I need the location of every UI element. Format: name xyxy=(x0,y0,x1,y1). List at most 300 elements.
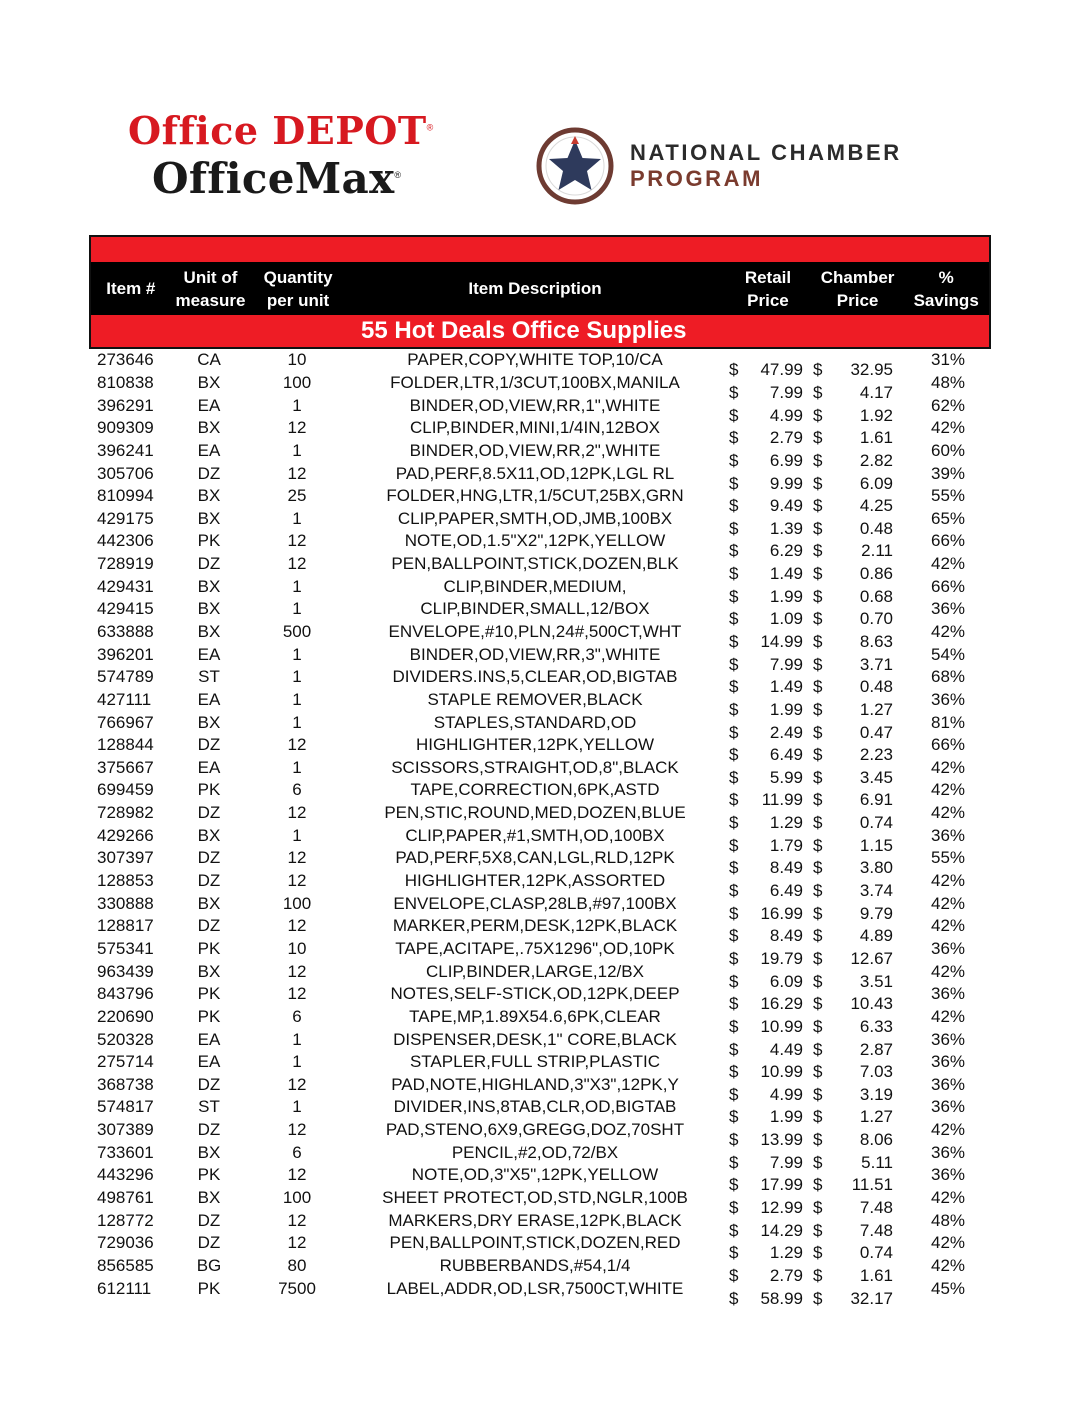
currency-symbol: $ xyxy=(729,835,739,855)
unit-of-measure: PK xyxy=(197,1278,221,1298)
unit-of-measure: DZ xyxy=(197,871,221,891)
retail-price-value: 5.99 xyxy=(769,767,803,787)
table-row xyxy=(89,1051,991,1082)
item-description: STAPLER,FULL STRIP,PLASTIC xyxy=(409,1052,661,1072)
item-description: TAPE,CORRECTION,6PK,ASTD xyxy=(410,780,660,800)
currency-symbol: $ xyxy=(813,699,823,719)
savings-percent: 36% xyxy=(930,1142,966,1162)
retail-price-value: 6.29 xyxy=(769,541,803,561)
savings-percent: 42% xyxy=(930,554,966,574)
header-chamber-price: Chamber Price xyxy=(820,267,895,310)
item-description: TAPE,MP,1.89X54.6,6PK,CLEAR xyxy=(409,1006,661,1026)
item-description: TAPE,ACITAPE,.75X1296",OD,10PK xyxy=(395,938,675,958)
savings-percent: 36% xyxy=(930,825,966,845)
chamber-price-value: 3.80 xyxy=(859,858,893,878)
item-description: PEN,STIC,ROUND,MED,DOZEN,BLUE xyxy=(384,803,686,823)
retail-price-value: 58.99 xyxy=(760,1288,803,1308)
retail-price-value: 9.99 xyxy=(769,473,803,493)
currency-symbol: $ xyxy=(813,541,823,561)
table-row xyxy=(89,440,991,470)
item-number: 733601 xyxy=(97,1142,154,1162)
unit-of-measure: PK xyxy=(197,531,221,551)
chamber-price-value: 7.48 xyxy=(859,1220,893,1240)
item-number: 575341 xyxy=(97,938,154,958)
chamber-price-value: 9.79 xyxy=(859,903,893,923)
item-number: 330888 xyxy=(97,893,154,913)
savings-percent: 36% xyxy=(930,984,966,1004)
quantity-per-unit: 1 xyxy=(292,1029,302,1049)
quantity-per-unit: 12 xyxy=(287,1074,307,1094)
currency-symbol: $ xyxy=(813,518,823,538)
item-number: 766967 xyxy=(97,712,154,732)
top-red-bar xyxy=(89,235,991,262)
item-description: BINDER,OD,VIEW,RR,1",WHITE xyxy=(409,395,661,415)
currency-symbol: $ xyxy=(729,1265,739,1285)
currency-symbol: $ xyxy=(729,382,739,402)
currency-symbol: $ xyxy=(813,1039,823,1059)
savings-percent: 42% xyxy=(930,803,966,823)
table-row xyxy=(89,417,991,448)
retail-price-value: 7.99 xyxy=(769,654,803,674)
savings-percent: 66% xyxy=(930,576,966,596)
chamber-price-value: 2.82 xyxy=(859,450,893,470)
quantity-per-unit: 12 xyxy=(287,735,307,755)
savings-percent: 55% xyxy=(930,848,966,868)
unit-of-measure: BX xyxy=(197,418,221,438)
quantity-per-unit: 1 xyxy=(292,644,302,664)
savings-percent: 39% xyxy=(930,463,966,483)
retail-price-value: 4.49 xyxy=(769,1039,803,1059)
table-row xyxy=(89,779,991,810)
savings-percent: 42% xyxy=(930,1006,966,1026)
quantity-per-unit: 12 xyxy=(287,848,307,868)
unit-of-measure: BX xyxy=(197,576,221,596)
savings-percent: 48% xyxy=(930,1210,966,1230)
table-row xyxy=(89,892,991,923)
table-row xyxy=(89,598,991,629)
currency-symbol: $ xyxy=(813,1175,823,1195)
savings-percent: 60% xyxy=(930,440,966,460)
quantity-per-unit: 100 xyxy=(282,372,312,392)
currency-symbol: $ xyxy=(729,903,739,923)
savings-percent: 36% xyxy=(930,1165,966,1185)
currency-symbol: $ xyxy=(813,1265,823,1285)
quantity-per-unit: 100 xyxy=(282,893,312,913)
item-description: DIVIDERS.INS,5,CLEAR,OD,BIGTAB xyxy=(392,667,678,687)
retail-price-value: 10.99 xyxy=(760,1016,803,1036)
item-number: 305706 xyxy=(97,463,154,483)
chamber-price-value: 0.48 xyxy=(859,518,893,538)
savings-percent: 42% xyxy=(930,757,966,777)
currency-symbol: $ xyxy=(813,1152,823,1172)
retail-price-value: 47.99 xyxy=(760,360,803,380)
item-number: 429266 xyxy=(97,825,154,845)
item-number: 699459 xyxy=(97,780,154,800)
chamber-price-value: 0.47 xyxy=(859,722,893,742)
unit-of-measure: DZ xyxy=(197,803,221,823)
unit-of-measure: BX xyxy=(197,825,221,845)
savings-percent: 36% xyxy=(930,689,966,709)
unit-of-measure: PK xyxy=(197,984,221,1004)
header-retail-price: Retail Price xyxy=(744,267,792,310)
currency-symbol: $ xyxy=(813,1107,823,1127)
unit-of-measure: BX xyxy=(197,486,221,506)
savings-percent: 36% xyxy=(930,599,966,619)
retail-price-value: 14.99 xyxy=(760,632,803,651)
retail-price-value: 1.49 xyxy=(769,677,803,697)
table-row xyxy=(89,689,991,719)
quantity-per-unit: 1 xyxy=(292,757,302,777)
retail-price-value: 6.49 xyxy=(769,745,803,765)
savings-percent: 65% xyxy=(930,508,966,528)
unit-of-measure: EA xyxy=(197,440,221,460)
item-description: PENCIL,#2,OD,72/BX xyxy=(451,1142,619,1162)
table-row xyxy=(89,1141,991,1172)
currency-symbol: $ xyxy=(729,586,739,606)
currency-symbol: $ xyxy=(729,994,739,1014)
item-number: 220690 xyxy=(97,1006,154,1026)
retail-price-value: 4.99 xyxy=(769,1084,803,1104)
item-number: 307397 xyxy=(97,848,154,868)
chamber-price-value: 3.51 xyxy=(859,971,893,991)
currency-symbol: $ xyxy=(729,1130,739,1150)
item-description: STAPLE REMOVER,BLACK xyxy=(427,689,643,709)
currency-symbol: $ xyxy=(729,541,739,561)
currency-symbol: $ xyxy=(729,450,739,470)
item-description: CLIP,BINDER,SMALL,12/BOX xyxy=(420,599,650,619)
item-number: 275714 xyxy=(97,1052,154,1072)
savings-percent: 55% xyxy=(930,486,966,506)
currency-symbol: $ xyxy=(729,405,739,425)
chamber-price-value: 3.71 xyxy=(859,654,893,674)
currency-symbol: $ xyxy=(813,948,823,968)
currency-symbol: $ xyxy=(729,971,739,991)
header-unit: Unit of measure xyxy=(175,267,246,310)
chamber-price-value: 2.87 xyxy=(859,1039,893,1059)
currency-symbol: $ xyxy=(813,1243,823,1263)
currency-symbol: $ xyxy=(729,1288,739,1308)
retail-price-value: 17.99 xyxy=(760,1175,803,1195)
quantity-per-unit: 1 xyxy=(292,667,302,687)
table-row xyxy=(89,1074,991,1104)
unit-of-measure: BX xyxy=(197,622,221,641)
savings-percent: 42% xyxy=(930,961,966,981)
savings-percent: 42% xyxy=(930,1255,966,1275)
currency-symbol: $ xyxy=(813,496,823,516)
currency-symbol: $ xyxy=(813,677,823,697)
national-chamber-program-logo xyxy=(630,140,902,192)
table-row xyxy=(89,530,991,561)
currency-symbol: $ xyxy=(813,609,823,629)
item-description: CLIP,BINDER,LARGE,12/BX xyxy=(426,961,644,981)
currency-symbol: $ xyxy=(729,428,739,448)
retail-price-value: 10.99 xyxy=(760,1062,803,1082)
currency-symbol: $ xyxy=(729,1220,739,1240)
retail-price-value: 1.99 xyxy=(769,1107,803,1127)
unit-of-measure: EA xyxy=(197,1029,221,1049)
retail-price-value: 2.49 xyxy=(769,722,803,742)
chamber-price-value: 3.45 xyxy=(859,767,893,787)
savings-percent: 42% xyxy=(930,418,966,438)
quantity-per-unit: 12 xyxy=(287,463,307,483)
unit-of-measure: PK xyxy=(197,1165,221,1185)
table-row xyxy=(89,553,991,584)
item-number: 810838 xyxy=(97,372,154,392)
table-row xyxy=(89,394,991,425)
header-savings: % Savings xyxy=(913,267,979,310)
item-number: 429175 xyxy=(97,508,154,528)
currency-symbol: $ xyxy=(813,1198,823,1218)
unit-of-measure: EA xyxy=(197,395,221,415)
chamber-price-value: 2.23 xyxy=(859,745,893,765)
table-row xyxy=(89,643,991,674)
item-description: PAD,NOTE,HIGHLAND,3"X3",12PK,Y xyxy=(391,1074,679,1094)
unit-of-measure: DZ xyxy=(197,1233,221,1253)
currency-symbol: $ xyxy=(813,994,823,1014)
item-number: 728982 xyxy=(97,803,154,823)
item-number: 396241 xyxy=(97,440,154,460)
currency-symbol: $ xyxy=(813,790,823,810)
unit-of-measure: DZ xyxy=(197,848,221,868)
item-number: 728919 xyxy=(97,554,154,574)
quantity-per-unit: 6 xyxy=(292,780,302,800)
currency-symbol: $ xyxy=(729,654,739,674)
table-row xyxy=(89,711,991,742)
item-number: 429415 xyxy=(97,599,154,619)
item-description: RUBBERBANDS,#54,1/4 xyxy=(439,1255,631,1275)
currency-symbol: $ xyxy=(813,1220,823,1240)
item-description: SHEET PROTECT,OD,STD,NGLR,100B xyxy=(382,1188,688,1208)
savings-percent: 81% xyxy=(930,712,966,732)
retail-price-value: 1.79 xyxy=(769,835,803,855)
unit-of-measure: EA xyxy=(197,1052,221,1072)
table-row xyxy=(89,1119,991,1150)
unit-of-measure: EA xyxy=(197,757,221,777)
header-quantity: Quantity per unit xyxy=(263,267,333,310)
retail-price-value: 1.29 xyxy=(769,813,803,833)
unit-of-measure: DZ xyxy=(197,916,221,936)
item-description: DISPENSER,DESK,1" CORE,BLACK xyxy=(393,1029,677,1049)
unit-of-measure: EA xyxy=(197,689,221,709)
currency-symbol: $ xyxy=(813,1016,823,1036)
currency-symbol: $ xyxy=(813,971,823,991)
item-description: SCISSORS,STRAIGHT,OD,8",BLACK xyxy=(391,757,679,777)
currency-symbol: $ xyxy=(729,496,739,516)
section-title: 55 Hot Deals Office Supplies xyxy=(361,317,687,344)
unit-of-measure: DZ xyxy=(197,735,221,755)
retail-price-value: 6.09 xyxy=(769,971,803,991)
quantity-per-unit: 25 xyxy=(287,486,307,506)
chamber-price-value: 1.61 xyxy=(859,1265,893,1285)
item-number: 427111 xyxy=(97,689,152,709)
item-number: 909309 xyxy=(97,418,154,438)
quantity-per-unit: 12 xyxy=(287,554,307,574)
item-description: ENVELOPE,#10,PLN,24#,500CT,WHT xyxy=(388,622,682,641)
currency-symbol: $ xyxy=(813,767,823,787)
table-row xyxy=(89,847,991,878)
unit-of-measure: BX xyxy=(197,508,221,528)
quantity-per-unit: 10 xyxy=(287,938,307,958)
chamber-price-value: 2.11 xyxy=(861,541,893,561)
item-description: NOTE,OD,1.5"X2",12PK,YELLOW xyxy=(404,531,666,551)
retail-price-value: 8.49 xyxy=(769,926,803,946)
currency-symbol: $ xyxy=(729,473,739,493)
savings-percent: 36% xyxy=(930,1029,966,1049)
chamber-price-value: 8.06 xyxy=(859,1130,893,1150)
chamber-price-value: 0.74 xyxy=(859,813,893,833)
currency-symbol: $ xyxy=(729,1107,739,1127)
item-description: CLIP,PAPER,#1,SMTH,OD,100BX xyxy=(405,825,665,845)
retail-price-value: 4.99 xyxy=(769,405,803,425)
currency-symbol: $ xyxy=(729,926,739,946)
currency-symbol: $ xyxy=(729,948,739,968)
savings-percent: 62% xyxy=(930,395,966,415)
item-description: PEN,BALLPOINT,STICK,DOZEN,BLK xyxy=(391,554,679,574)
section-title-bar xyxy=(89,315,991,349)
item-description: PEN,BALLPOINT,STICK,DOZEN,RED xyxy=(389,1233,681,1253)
table-row xyxy=(89,485,991,516)
savings-percent: 42% xyxy=(930,622,966,641)
item-number: 810994 xyxy=(97,486,154,506)
unit-of-measure: DZ xyxy=(197,554,221,574)
currency-symbol: $ xyxy=(813,632,823,651)
item-description: HIGHLIGHTER,12PK,YELLOW xyxy=(415,735,655,755)
item-description: NOTE,OD,3"X5",12PK,YELLOW xyxy=(411,1165,659,1185)
chamber-price-value: 32.17 xyxy=(850,1288,893,1308)
item-description: DIVIDER,INS,8TAB,CLR,OD,BIGTAB xyxy=(393,1097,677,1117)
currency-symbol: $ xyxy=(729,722,739,742)
table-row xyxy=(89,1028,991,1059)
currency-symbol: $ xyxy=(729,858,739,878)
currency-symbol: $ xyxy=(813,813,823,833)
chamber-price-value: 10.43 xyxy=(850,994,893,1014)
table-row xyxy=(89,1232,991,1263)
retail-price-value: 6.99 xyxy=(769,450,803,470)
chamber-price-value: 0.68 xyxy=(859,586,893,606)
currency-symbol: $ xyxy=(729,677,739,697)
item-number: 843796 xyxy=(97,984,154,1004)
currency-symbol: $ xyxy=(813,450,823,470)
item-description: PAPER,COPY,WHITE TOP,10/CA xyxy=(407,350,663,370)
chamber-price-value: 3.19 xyxy=(859,1084,893,1104)
currency-symbol: $ xyxy=(813,835,823,855)
chamber-price-value: 4.89 xyxy=(859,926,893,946)
currency-symbol: $ xyxy=(813,473,823,493)
currency-symbol: $ xyxy=(813,405,823,425)
unit-of-measure: BX xyxy=(197,1188,221,1208)
unit-of-measure: BX xyxy=(197,372,221,392)
unit-of-measure: PK xyxy=(197,938,221,958)
quantity-per-unit: 1 xyxy=(292,395,302,415)
item-number: 442306 xyxy=(97,531,154,551)
quantity-per-unit: 7500 xyxy=(278,1278,316,1298)
retail-price-value: 11.99 xyxy=(761,790,803,810)
retail-price-value: 2.79 xyxy=(769,1265,803,1285)
quantity-per-unit: 12 xyxy=(287,1120,307,1140)
currency-symbol: $ xyxy=(729,518,739,538)
chamber-price-value: 0.70 xyxy=(859,609,893,629)
chamber-price-value: 1.61 xyxy=(859,428,893,448)
item-number: 128772 xyxy=(97,1210,154,1230)
savings-percent: 42% xyxy=(930,1188,966,1208)
retail-price-value: 6.49 xyxy=(769,881,803,901)
item-description: PAD,PERF,8.5X11,OD,12PK,LGL RL xyxy=(395,463,675,483)
item-number: 375667 xyxy=(97,757,154,777)
table-row xyxy=(89,757,991,787)
retail-price-value: 1.29 xyxy=(769,1243,803,1263)
chamber-price-value: 5.11 xyxy=(861,1152,893,1172)
currency-symbol: $ xyxy=(729,1243,739,1263)
retail-price-value: 9.49 xyxy=(769,496,803,516)
retail-price-value: 13.99 xyxy=(760,1130,803,1150)
item-description: CLIP,BINDER,MEDIUM, xyxy=(443,576,627,596)
currency-symbol: $ xyxy=(813,428,823,448)
chamber-price-value: 0.74 xyxy=(859,1243,893,1263)
item-number: 574789 xyxy=(97,667,154,687)
quantity-per-unit: 12 xyxy=(287,984,307,1004)
quantity-per-unit: 1 xyxy=(292,689,302,709)
table-header xyxy=(89,262,991,315)
quantity-per-unit: 80 xyxy=(287,1255,307,1275)
savings-percent: 48% xyxy=(930,372,966,392)
unit-of-measure: BX xyxy=(197,893,221,913)
chamber-line1: NATIONAL CHAMBER xyxy=(630,140,902,165)
unit-of-measure: CA xyxy=(197,350,221,370)
savings-percent: 66% xyxy=(930,531,966,551)
item-description: MARKERS,DRY ERASE,12PK,BLACK xyxy=(388,1210,682,1230)
currency-symbol: $ xyxy=(813,1062,823,1082)
retail-price-value: 19.79 xyxy=(760,948,803,968)
item-description: BINDER,OD,VIEW,RR,2",WHITE xyxy=(409,440,661,460)
table-row xyxy=(89,1164,991,1195)
quantity-per-unit: 1 xyxy=(292,599,302,619)
currency-symbol: $ xyxy=(729,813,739,833)
currency-symbol: $ xyxy=(729,1152,739,1172)
item-description: FOLDER,LTR,1/3CUT,100BX,MANILA xyxy=(390,372,680,392)
item-number: 128844 xyxy=(97,735,154,755)
item-number: 963439 xyxy=(97,961,154,981)
quantity-per-unit: 12 xyxy=(287,871,307,891)
currency-symbol: $ xyxy=(729,609,739,629)
chamber-price-value: 4.17 xyxy=(859,382,893,402)
table-row xyxy=(89,734,991,765)
table-row xyxy=(89,983,991,1014)
currency-symbol: $ xyxy=(813,382,823,402)
table-row xyxy=(89,870,991,901)
quantity-per-unit: 12 xyxy=(287,1210,307,1230)
retail-price-value: 7.99 xyxy=(769,382,803,402)
item-description: MARKER,PERM,DESK,12PK,BLACK xyxy=(392,916,678,936)
quantity-per-unit: 12 xyxy=(287,803,307,823)
retail-price-value: 1.39 xyxy=(769,518,803,538)
table-row xyxy=(89,621,991,651)
table-body xyxy=(89,349,991,1308)
chamber-price-value: 32.95 xyxy=(850,360,893,380)
chamber-price-value: 7.48 xyxy=(859,1198,893,1218)
quantity-per-unit: 1 xyxy=(292,440,302,460)
item-description: PAD,STENO,6X9,GREGG,DOZ,70SHT xyxy=(385,1120,685,1140)
table-row xyxy=(89,462,991,493)
chamber-price-value: 1.92 xyxy=(859,405,893,425)
currency-symbol: $ xyxy=(729,767,739,787)
item-number: 498761 xyxy=(97,1188,154,1208)
unit-of-measure: PK xyxy=(197,780,221,800)
unit-of-measure: ST xyxy=(198,1097,220,1117)
retail-price-value: 7.99 xyxy=(769,1152,803,1172)
savings-percent: 31% xyxy=(930,350,966,370)
savings-percent: 42% xyxy=(930,1120,966,1140)
table-row xyxy=(89,802,991,833)
